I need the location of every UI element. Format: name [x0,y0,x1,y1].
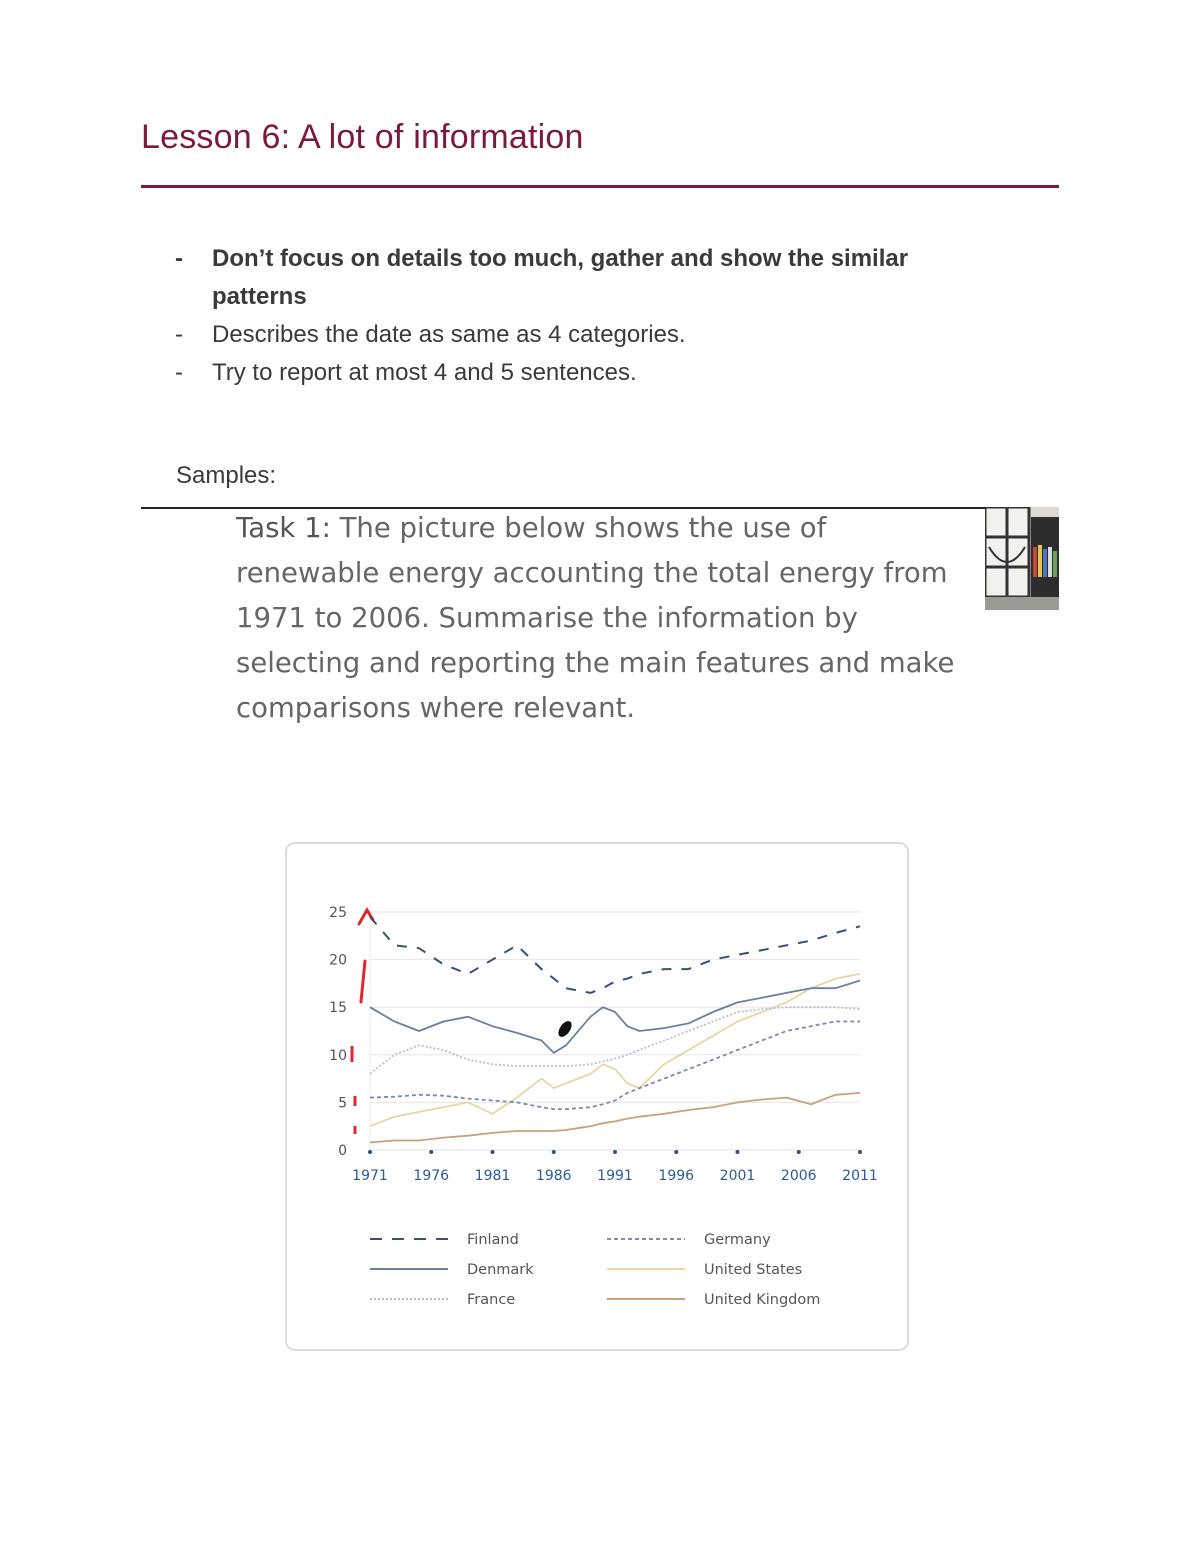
x-tick-label: 2001 [719,1168,756,1184]
bullet-text: Don’t focus on details too much, gather and show the similar patterns [212,245,909,310]
x-tick-label: 2006 [780,1168,817,1184]
x-tick-dot [368,1150,372,1154]
task-prompt [236,506,976,731]
legend-label: United States [704,1262,803,1278]
bullet-item [175,316,995,354]
y-tick-label: 15 [329,1000,347,1017]
x-tick-dot [674,1150,678,1154]
pen-annotation-mark [556,1019,575,1039]
series-line-united-states [370,974,860,1126]
x-tick-label: 1991 [597,1168,633,1184]
x-tick-dot [736,1150,740,1154]
page-title: Lesson 6: A lot of information [141,118,584,156]
y-tick-label: 5 [338,1095,347,1112]
samples-label: Samples: [176,462,277,489]
bullet-list [175,240,995,392]
series-line-france [370,1007,860,1074]
bookshelf-thumbnail [985,507,1059,610]
bullet-dash: - [175,245,183,272]
title-divider [141,185,1059,188]
line-chart [287,844,907,1349]
legend-label: France [467,1292,516,1308]
y-tick-label: 25 [329,905,347,921]
task-label: Task 1: [236,512,331,544]
bullet-item [175,354,995,392]
legend-label: Germany [704,1232,771,1248]
bullet-text: Try to report at most 4 and 5 sentences. [212,359,637,386]
bullet-item [175,240,995,316]
red-annotation-mark [361,961,365,1002]
bullet-dash: - [175,321,183,348]
x-tick-dot [429,1150,433,1154]
legend-label: Denmark [467,1262,534,1278]
y-tick-label: 10 [329,1047,347,1064]
series-line-germany [370,1022,860,1110]
x-tick-dot [491,1150,495,1154]
x-tick-dot [613,1150,617,1154]
bullet-text: Describes the date as same as 4 categories. [212,321,686,348]
task-text: The picture below shows the use of renewable energy accounting the total energy from 1971 to 2006. Summarise the information by selecting and reporting the main features and make comparisons where relevant. [236,512,955,724]
x-tick-label: 1981 [474,1168,511,1184]
legend-label: Finland [467,1232,519,1248]
x-tick-label: 2011 [842,1168,878,1184]
chart-card [285,842,909,1351]
x-tick-dot [797,1150,801,1154]
series-line-denmark [370,981,860,1053]
legend-label: United Kingdom [704,1292,821,1308]
x-tick-label: 1986 [535,1168,572,1184]
y-tick-label: 0 [338,1143,347,1159]
x-tick-label: 1971 [352,1168,388,1184]
y-tick-label: 20 [329,952,347,969]
bullet-dash: - [175,359,183,386]
x-tick-label: 1996 [658,1168,695,1184]
x-tick-dot [552,1150,556,1154]
x-tick-label: 1976 [413,1168,450,1184]
x-tick-dot [858,1150,862,1154]
series-line-finland [370,917,860,993]
